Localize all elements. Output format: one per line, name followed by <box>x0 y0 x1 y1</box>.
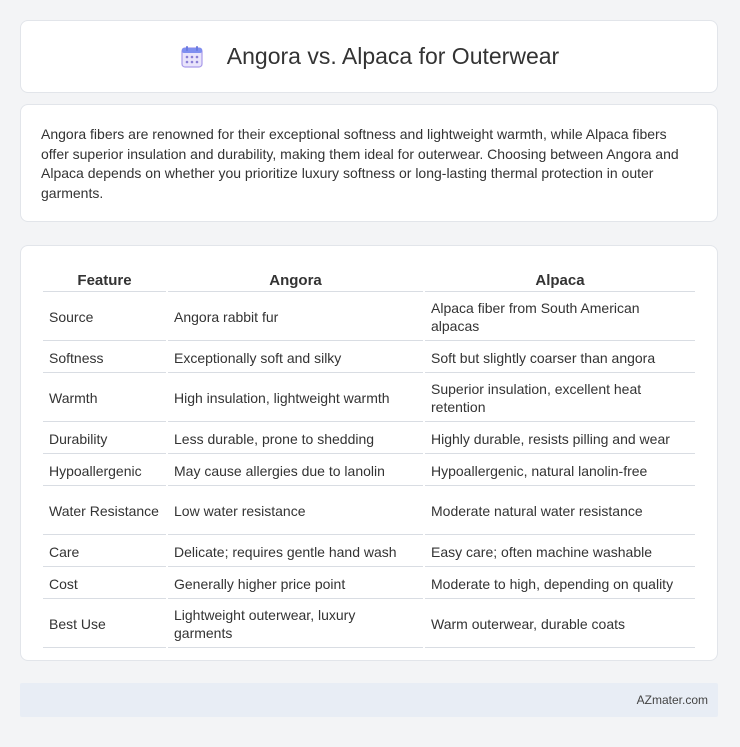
table-row <box>43 375 695 422</box>
row-angora: Lightweight outerwear, luxury garments <box>168 601 423 648</box>
row-feature: Cost <box>43 569 166 599</box>
intro-text: Angora fibers are renowned for their exceptional softness and lightweight warmth, while Alpaca fibers offer superior insulation and durability, making them ideal for outerwear. Choosing between Angora and Alpaca depends on whether you prioritize luxury softness or long-lasting thermal protection in outer garments. <box>41 126 679 201</box>
row-feature: Water Resistance <box>43 488 166 535</box>
table-row <box>43 424 695 454</box>
row-angora: High insulation, lightweight warmth <box>168 375 423 422</box>
table-row <box>43 488 695 535</box>
row-feature: Hypoallergenic <box>43 456 166 486</box>
table-row <box>43 294 695 341</box>
row-alpaca: Hypoallergenic, natural lanolin-free <box>425 456 695 486</box>
row-angora: Generally higher price point <box>168 569 423 599</box>
comparison-card <box>20 245 718 661</box>
table-header-row <box>43 268 695 292</box>
row-angora: Less durable, prone to shedding <box>168 424 423 454</box>
footer <box>20 683 718 717</box>
row-angora: Low water resistance <box>168 488 423 535</box>
calendar-icon <box>179 44 205 70</box>
header-feature: Feature <box>43 268 166 292</box>
row-angora: Delicate; requires gentle hand wash <box>168 537 423 567</box>
row-alpaca: Alpaca fiber from South American alpacas <box>425 294 695 341</box>
row-feature: Best Use <box>43 601 166 648</box>
page-title: Angora vs. Alpaca for Outerwear <box>226 43 560 69</box>
row-angora: Exceptionally soft and silky <box>168 343 423 373</box>
title-card <box>20 20 718 93</box>
table-row <box>43 537 695 567</box>
row-alpaca: Superior insulation, excellent heat retention <box>425 375 695 422</box>
comparison-table <box>41 266 697 650</box>
header-angora: Angora <box>168 268 423 292</box>
row-feature: Warmth <box>43 375 166 422</box>
row-feature: Care <box>43 537 166 567</box>
intro-card <box>20 104 718 222</box>
table-row <box>43 456 695 486</box>
row-alpaca: Moderate to high, depending on quality <box>425 569 695 599</box>
table-row <box>43 343 695 373</box>
table-row <box>43 601 695 648</box>
row-feature: Durability <box>43 424 166 454</box>
row-alpaca: Highly durable, resists pilling and wear <box>425 424 695 454</box>
table-row <box>43 569 695 599</box>
row-alpaca: Moderate natural water resistance <box>425 488 695 535</box>
row-angora: May cause allergies due to lanolin <box>168 456 423 486</box>
row-feature: Source <box>43 294 166 341</box>
row-alpaca: Warm outerwear, durable coats <box>425 601 695 648</box>
row-feature: Softness <box>43 343 166 373</box>
row-alpaca: Soft but slightly coarser than angora <box>425 343 695 373</box>
row-angora: Angora rabbit fur <box>168 294 423 341</box>
row-alpaca: Easy care; often machine washable <box>425 537 695 567</box>
footer-source: AZmater.com <box>636 693 708 707</box>
header-alpaca: Alpaca <box>425 268 695 292</box>
